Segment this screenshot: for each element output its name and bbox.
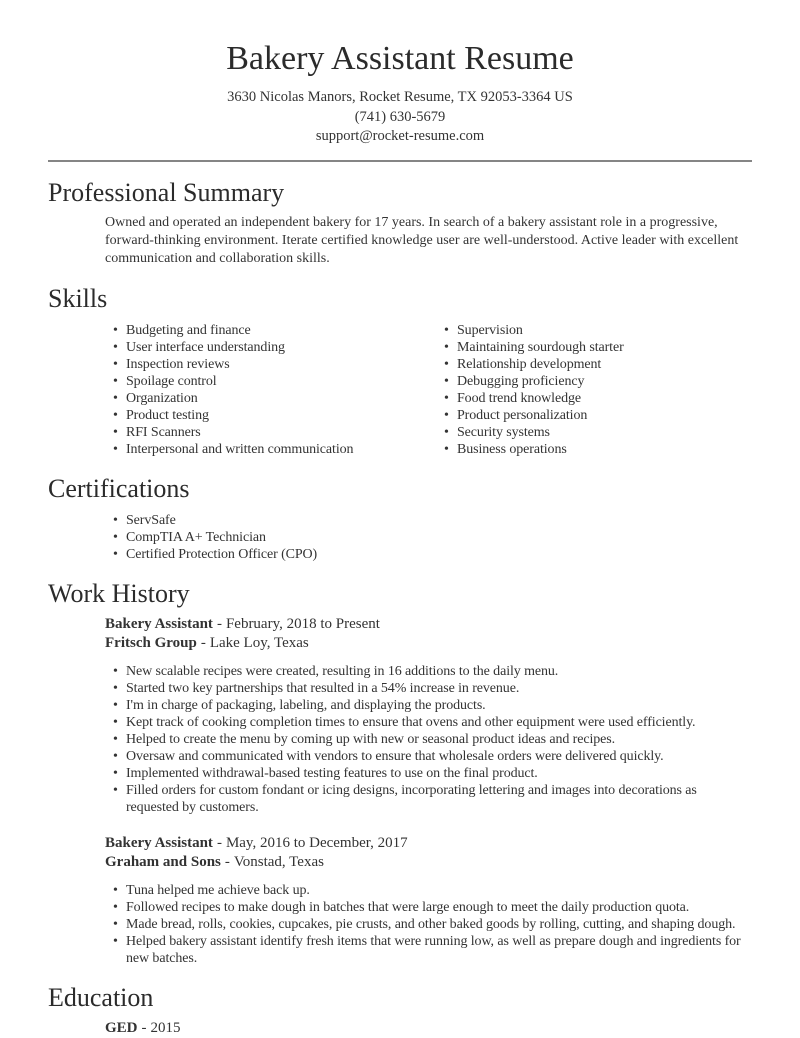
job-bullet-list	[105, 663, 752, 816]
contact-address: 3630 Nicolas Manors, Rocket Resume, TX 92053-3364 US	[227, 89, 573, 105]
skill-item: • User interface understanding	[113, 339, 436, 356]
job-bullet: • Made bread, rolls, cookies, cupcakes, pie crusts, and other baked goods by rolling, cutting, and shaping dough.	[113, 916, 752, 933]
education-heading: Education	[48, 982, 154, 1012]
job-title-line	[105, 834, 752, 853]
header-divider	[48, 160, 752, 162]
job-company-line	[105, 634, 752, 653]
separator: -	[200, 634, 206, 651]
skill-item: • Security systems	[444, 424, 767, 441]
separator: -	[141, 1019, 147, 1036]
job-bullet: • New scalable recipes were created, resulting in 16 additions to the daily menu.	[113, 663, 752, 680]
certification-item: • Certified Protection Officer (CPO)	[113, 546, 752, 563]
job-location: Lake Loy, Texas	[209, 634, 309, 651]
contact-email: support@rocket-resume.com	[315, 128, 485, 144]
certifications-list	[105, 512, 752, 563]
certification-item: • ServSafe	[113, 512, 752, 529]
contact-info	[48, 88, 752, 147]
work-history-heading: Work History	[48, 578, 190, 608]
section-skills	[48, 284, 752, 458]
skill-item: • Inspection reviews	[113, 356, 436, 373]
skill-item: • Relationship development	[444, 356, 767, 373]
skills-heading: Skills	[48, 283, 108, 313]
separator: -	[216, 834, 222, 851]
separator: -	[224, 853, 230, 870]
section-professional-summary	[48, 178, 752, 268]
job-bullet: • Tuna helped me achieve back up.	[113, 882, 752, 899]
certifications-heading: Certifications	[48, 473, 190, 503]
skills-column-left	[105, 322, 436, 458]
skill-item: • Business operations	[444, 441, 767, 458]
section-certifications	[48, 474, 752, 563]
skill-item: • Maintaining sourdough starter	[444, 339, 767, 356]
job-bullet: • I'm in charge of packaging, labeling, and displaying the products.	[113, 697, 752, 714]
resume-title: Bakery Assistant Resume	[226, 40, 574, 77]
job-dates: May, 2016 to December, 2017	[225, 834, 408, 851]
job-bullet: • Helped to create the menu by coming up with new or seasonal product ideas and recipes.	[113, 731, 752, 748]
job-dates: February, 2018 to Present	[225, 615, 380, 632]
skill-item: • Spoilage control	[113, 373, 436, 390]
skill-item: • Budgeting and finance	[113, 322, 436, 339]
education-degree: GED	[105, 1019, 138, 1036]
job-bullet: • Helped bakery assistant identify fresh items that were running low, as well as prepare dough and ingredients for new batches.	[113, 933, 752, 967]
job-title-line	[105, 615, 752, 634]
separator: -	[216, 615, 222, 632]
skill-item: • Product testing	[113, 407, 436, 424]
job-bullet: • Followed recipes to make dough in batches that were large enough to meet the daily production quota.	[113, 899, 752, 916]
job-company: Fritsch Group	[105, 634, 197, 651]
skill-item: • Food trend knowledge	[444, 390, 767, 407]
resume-header	[48, 38, 752, 147]
skill-item: • Product personalization	[444, 407, 767, 424]
job-entry	[48, 834, 752, 967]
job-company: Graham and Sons	[105, 853, 221, 870]
certification-item: • CompTIA A+ Technician	[113, 529, 752, 546]
job-header	[105, 834, 752, 872]
education-year: 2015	[150, 1019, 181, 1036]
contact-phone: (741) 630-5679	[354, 108, 446, 125]
professional-summary-heading: Professional Summary	[48, 177, 285, 207]
job-title: Bakery Assistant	[105, 834, 213, 851]
skill-item: • RFI Scanners	[113, 424, 436, 441]
skills-column-right	[436, 322, 767, 458]
skill-item: • Supervision	[444, 322, 767, 339]
skills-columns	[105, 322, 752, 458]
job-header	[105, 615, 752, 653]
job-title: Bakery Assistant	[105, 615, 213, 632]
skill-item: • Organization	[113, 390, 436, 407]
job-bullet: • Oversaw and communicated with vendors to ensure that wholesale orders were delivered quickly.	[113, 748, 752, 765]
job-location: Vonstad, Texas	[233, 853, 324, 870]
section-work-history	[48, 579, 752, 967]
section-education	[48, 983, 752, 1038]
job-bullet: • Kept track of cooking completion times to ensure that ovens and other equipment were used efficiently.	[113, 714, 752, 731]
skill-item: • Debugging proficiency	[444, 373, 767, 390]
job-company-line	[105, 853, 752, 872]
summary-text: Owned and operated an independent bakery for 17 years. In search of a bakery assistant role in a progressive, forward-thinking environment. Iterate certified knowledge user are well-understood. Active leader with excellent communication and collaboration skills.	[105, 214, 739, 266]
job-bullet-list	[105, 882, 752, 967]
job-bullet: • Implemented withdrawal-based testing features to use on the final product.	[113, 765, 752, 782]
job-entry	[48, 615, 752, 816]
skill-item: • Interpersonal and written communication	[113, 441, 436, 458]
job-bullet: • Started two key partnerships that resulted in a 54% increase in revenue.	[113, 680, 752, 697]
job-bullet: • Filled orders for custom fondant or icing designs, incorporating lettering and images into decorations as requested by customers.	[113, 782, 752, 816]
